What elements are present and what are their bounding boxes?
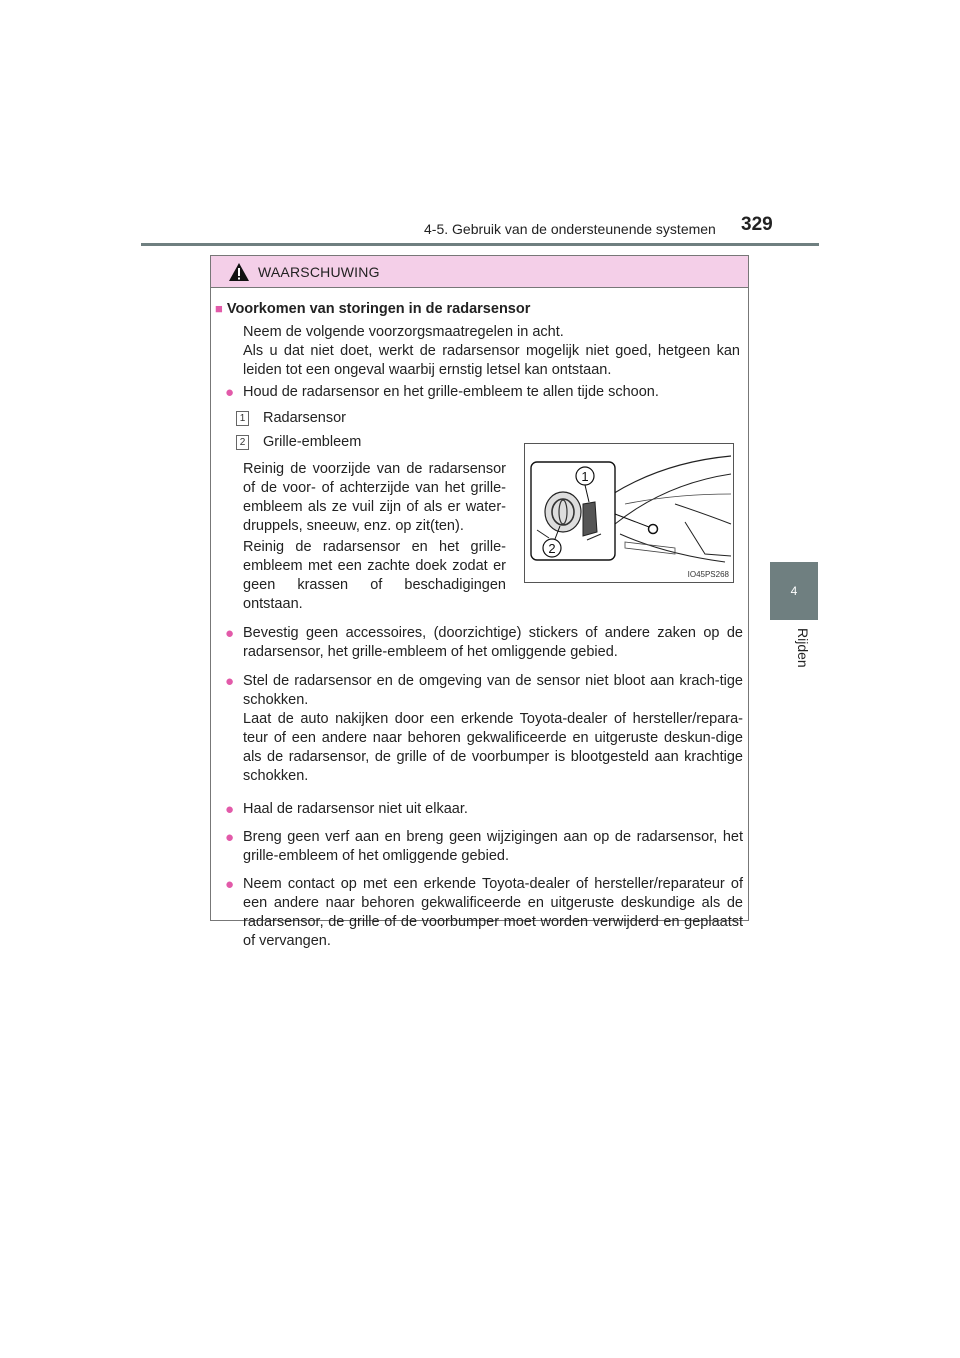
chapter-tab[interactable]: 4 bbox=[770, 562, 818, 620]
bullet-dot-icon: ● bbox=[225, 829, 235, 846]
bullet-dot-icon: ● bbox=[225, 673, 235, 690]
running-header: 4-5. Gebruik van de ondersteunende systemen bbox=[424, 221, 716, 237]
section-title: ■ Voorkomen van storingen in de radarsensor bbox=[215, 301, 531, 317]
square-marker-icon: ■ bbox=[215, 301, 223, 316]
radar-sensor-illustration bbox=[524, 443, 734, 583]
callout-number: 2 bbox=[236, 435, 249, 450]
warning-title: WAARSCHUWING bbox=[258, 263, 380, 280]
warning-box bbox=[210, 255, 749, 949]
bullet-item: ● Breng geen verf aan en breng geen wijzigingen aan op de radarsensor, het grille-embleem of het omliggende gebied. bbox=[225, 829, 743, 864]
bullet-item: ● Haal de radarsensor niet uit elkaar. bbox=[225, 801, 468, 818]
callout-2: 2 bbox=[548, 541, 556, 556]
car-front-drawing bbox=[525, 444, 733, 582]
cleaning-paragraph-1: Reinig de voorzijde van de radarsensor of de voor- of achterzijde van het grille-embleem als ze vuil zijn of als er water-druppels, sneeuw, enz. op zit(ten). bbox=[243, 461, 506, 534]
legend-item-grille-embleem: 2 Grille-embleem bbox=[236, 434, 361, 450]
bullet-item: ● Stel de radarsensor en de omgeving van de sensor niet bloot aan krach-tige schokken. Laat de auto nakijken door een erkende Toyota-dealer of hersteller/repara-teur of een andere naar behoren gekwalificeerde en uitgeruste deskun-dige als de radarsensor, de grille of de voorbumper is blootgesteld aan krachtige schokken. bbox=[225, 673, 743, 784]
warning-header bbox=[211, 256, 748, 288]
bullet-item: ● Houd de radarsensor en het grille-embleem te allen tijde schoon. bbox=[225, 384, 659, 401]
chapter-label: Rijden bbox=[795, 628, 811, 668]
bullet-item: ● Neem contact op met een erkende Toyota-dealer of hersteller/reparateur of een andere naar behoren gekwalificeerde en uitgeruste deskundige als de radarsensor, de grille of de voorbumper moet worden verwijderd en geplaatst of vervangen. bbox=[225, 876, 743, 949]
bullet-dot-icon: ● bbox=[225, 384, 235, 401]
bullet-item: ● Bevestig geen accessoires, (doorzichtige) stickers of andere zaken op de radarsensor, het grille-embleem of het omliggende gebied. bbox=[225, 625, 743, 660]
callout-number: 1 bbox=[236, 411, 249, 426]
intro-line: Neem de volgende voorzorgsmaatregelen in acht. bbox=[243, 324, 564, 340]
page-number: 329 bbox=[741, 214, 773, 235]
callout-1: 1 bbox=[581, 469, 589, 484]
illustration-code: IO45PS268 bbox=[687, 570, 729, 579]
bullet-dot-icon: ● bbox=[225, 801, 235, 818]
legend-item-radarsensor: 1 Radarsensor bbox=[236, 410, 346, 426]
intro-paragraph: Als u dat niet doet, werkt de radarsensor mogelijk niet goed, hetgeen kan leiden tot een ongeval waarbij ernstig letsel kan ontstaan. bbox=[243, 343, 740, 378]
cleaning-paragraph-2: Reinig de radarsensor en het grille-embleem met een zachte doek zodat er geen krassen of beschadigingen ontstaan. bbox=[243, 539, 506, 612]
bullet-dot-icon: ● bbox=[225, 876, 235, 893]
warning-triangle-icon bbox=[228, 262, 250, 282]
bullet-dot-icon: ● bbox=[225, 625, 235, 642]
header-rule bbox=[141, 243, 819, 246]
